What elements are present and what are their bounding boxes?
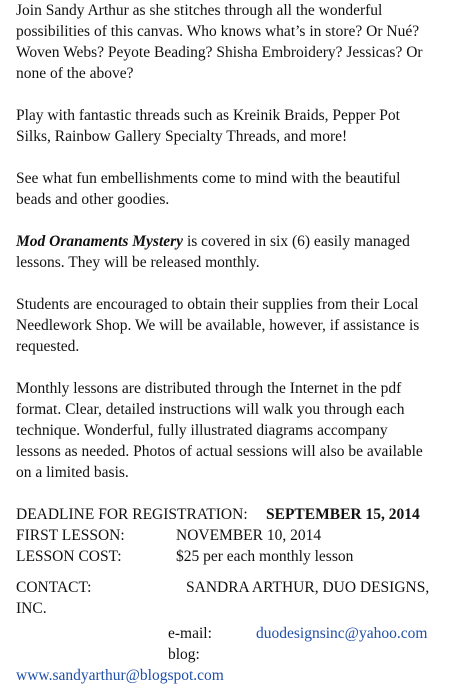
mystery-paragraph [16,231,456,273]
email-row [16,623,456,644]
first-lesson-row [16,525,456,546]
contact-name: SANDRA ARTHUR, DUO DESIGNS, [186,579,430,596]
blog-label: blog: [168,646,200,663]
first-lesson-value: NOVEMBER 10, 2014 [176,527,322,544]
intro-paragraph: Join Sandy Arthur as she stitches through all the wonderful possibilities of this canvas. Who knows what’s in store? Or Nué? Woven Webs? Peyote Beading? Shisha Embroidery? Jessicas? Or none of the above? [16,2,423,82]
website-row [16,665,456,686]
lesson-cost-row [16,546,456,567]
embellishments-paragraph: See what fun embellishments come to mind with the beautiful beads and other goodies. [16,170,401,208]
email-link[interactable]: duodesignsinc@yahoo.com [256,625,428,642]
lesson-cost-value: $25 per each monthly lesson [176,548,354,565]
first-lesson-label: FIRST LESSON: [16,527,125,544]
contact-row [16,577,456,598]
blog-row [16,644,456,665]
website-link[interactable]: www.sandyarthur@blogspot.com [16,667,224,684]
supplies-paragraph: Students are encouraged to obtain their supplies from their Local Needlework Shop. We will be available, however, if assistance is requested. [16,296,420,355]
contact-label: CONTACT: [16,579,92,596]
mystery-description: is covered in six (6) easily managed lessons. They will be released monthly. [16,233,410,271]
lesson-cost-label: LESSON COST: [16,548,122,565]
lessons-paragraph: Monthly lessons are distributed through the Internet in the pdf format. Clear, detailed instructions will walk you through each technique. Wonderful, fully illustrated diagrams accompany lessons as needed. Photos of actual sessions will also be available on a limited basis. [16,380,423,481]
deadline-value: SEPTEMBER 15, 2014 [266,506,420,523]
deadline-label: DEADLINE FOR REGISTRATION: [16,506,248,523]
contact-name-continued-row [16,598,456,619]
deadline-row [16,504,456,525]
mystery-title: Mod Oranaments Mystery [16,233,184,250]
document-body [16,0,456,686]
threads-paragraph: Play with fantastic threads such as Kreinik Braids, Pepper Pot Silks, Rainbow Gallery Specialty Threads, and more! [16,107,400,145]
contact-name-continued: INC. [16,600,47,617]
email-label: e-mail: [168,625,212,642]
